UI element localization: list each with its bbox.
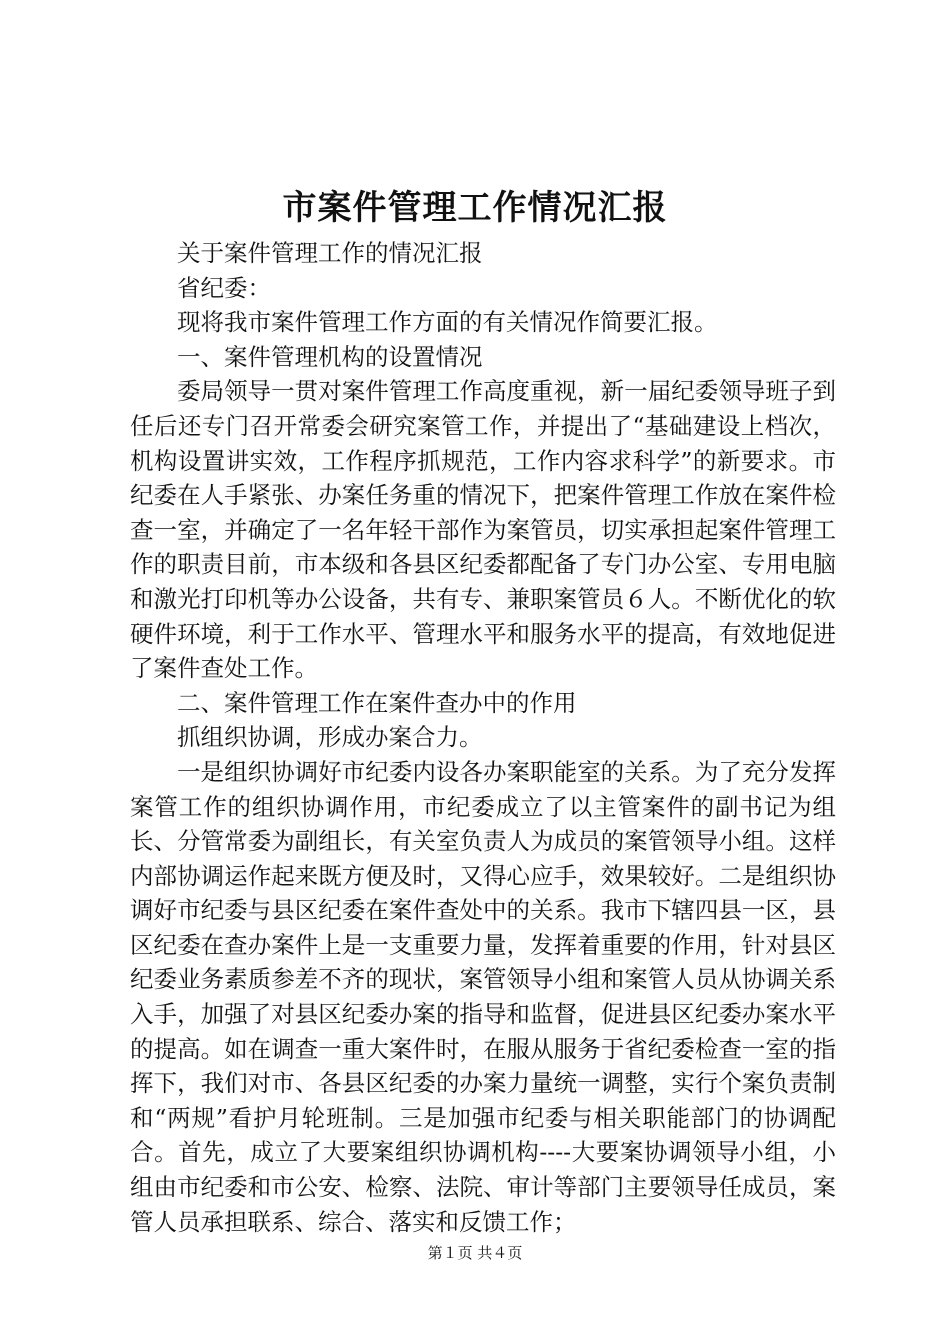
- subheading-paragraph: 抓组织协调，形成办案合力。: [177, 723, 483, 752]
- section-heading-1: 一、案件管理机构的设置情况: [177, 342, 483, 371]
- document-title: 市案件管理工作情况汇报: [282, 188, 668, 228]
- subtitle-paragraph: 关于案件管理工作的情况汇报: [177, 239, 483, 267]
- intro-paragraph: 现将我市案件管理工作方面的有关情况作简要汇报。: [177, 308, 718, 337]
- body-paragraph-1: 委局领导一贯对案件管理工作高度重视，新一届纪委领导班子到任后还专门召开常委会研究案管工作，并提出了“基础建设上档次，机构设置讲实效，工作程序抓规范，工作内容求科学”的新要求。市纪委在人手紧张、办案任务重的情况下，把案件管理工作放在案件检查一室，并确定了一名年轻干部作为案管员，切实承担起案件管理工作的职责目前，市本级和各县区纪委都配备了专门办公室、专用电脑和激光打印机等办公设备，共有专、兼职案管员６人。不断优化的软硬件环境，利于工作水平、管理水平和服务水平的提高，有效地促进了案件查处工作。: [130, 377, 836, 683]
- document-body: [130, 236, 836, 1239]
- section-heading-2: 二、案件管理工作在案件查办中的作用: [177, 688, 577, 717]
- body-paragraph-2: 一是组织协调好市纪委内设各办案职能室的关系。为了充分发挥案管工作的组织协调作用，市纪委成立了以主管案件的副书记为组长、分管常委为副组长，有关室负责人为成员的案管领导小组。这样内部协调运作起来既方便及时，又得心应手，效果较好。二是组织协调好市纪委与县区纪委在案件查处中的关系。我市下辖四县一区，县区纪委在查办案件上是一支重要力量，发挥着重要的作用，针对县区纪委业务素质参差不齐的现状，案管领导小组和案管人员从协调关系入手，加强了对县区纪委办案的指导和监督，促进县区纪委办案水平的提高。如在调查一重大案件时，在服从服务于省纪委检查一室的指挥下，我们对市、各县区纪委的办案力量统一调整，实行个案负责制和“两规”看护月轮班制。三是加强市纪委与相关职能部门的协调配合。首先，成立了大要案组织协调机构----大要案协调领导小组，小组由市纪委和市公安、检察、法院、审计等部门主要领导任成员，案管人员承担联系、综合、落实和反馈工作；: [130, 757, 836, 1236]
- page-footer: 第１页 共４页: [427, 1244, 523, 1262]
- addressee-paragraph: 省纪委：: [177, 273, 271, 302]
